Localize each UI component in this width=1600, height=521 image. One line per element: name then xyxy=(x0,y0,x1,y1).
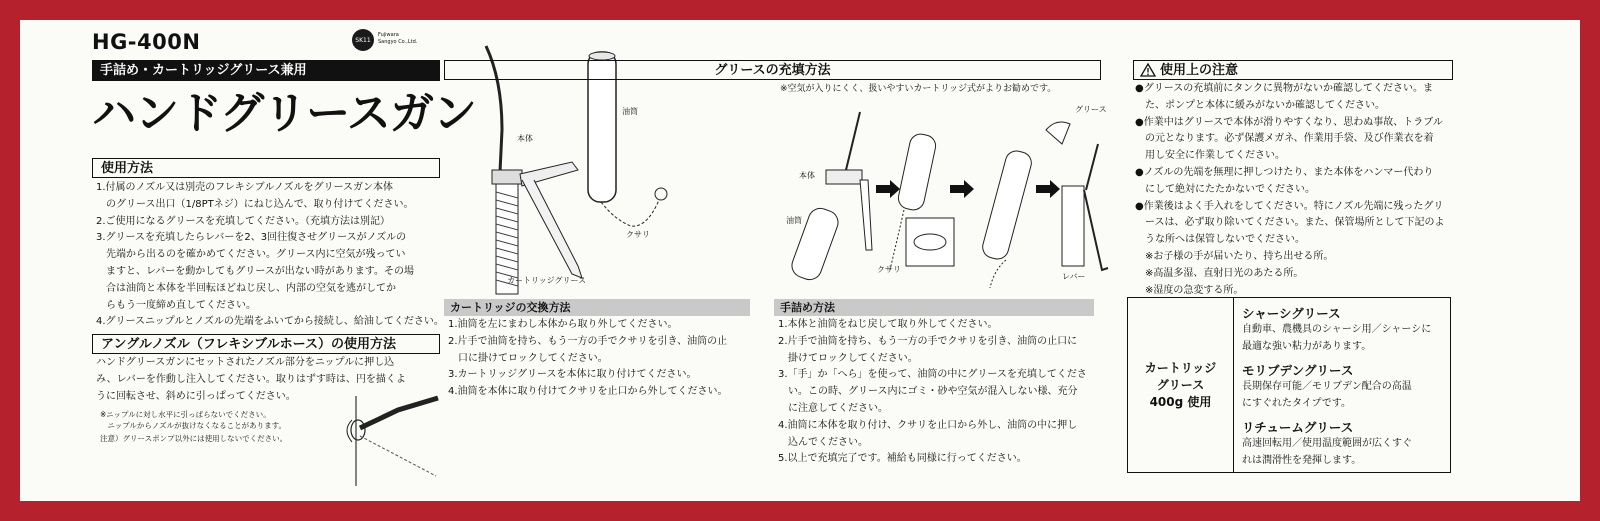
grease-list xyxy=(1242,304,1447,469)
grease-item: シャーシグリース 自動車、農機具のシャーシ用／シャーシに 最適な強い粘力があります。 xyxy=(1242,306,1432,352)
label-tube-1: 油筒 xyxy=(622,107,638,116)
angle-nozzle-text: ハンドグリースガンにセットされたノズル部分をニップルに押し込 み、レバーを作動し注入してください。取りはずす時は、円を描くよ うに回転させ、斜めに引っぱってください。 xyxy=(96,357,406,402)
label-body-1: 本体 xyxy=(517,134,533,143)
hand-fill-text: 1.本体と油筒をねじ戻して取り外してください。 2.片手で油筒を持ち、もう一方の手でクサリを引き、油筒の止口に 掛けてロックしてください。 3.「手」か「へら」を使って、油筒の中にグリースを充填してくださ い。この時、グリース内にゴミ・砂や空気が混入しない様、充分 に注意してください。 4.油筒に本体を取り付け、クサリを止口から外し、油筒の中に押し 込んでください。 5.以上で充填完了です。補給も同様に行ってください。 xyxy=(778,319,1087,465)
product-subtitle: 手詰め・カートリッジグリース兼用 xyxy=(92,60,440,81)
label-tube-2: 油筒 xyxy=(786,216,802,225)
grease-type-table xyxy=(1127,297,1451,473)
cartridge-swap-text: 1.油筒を左にまわし本体から取り外してください。 2.片手で油筒を持ち、もう一方の手でクサリを引き、油筒の止 口に掛けてロックしてください。 3.カートリッジグリースを本体に取り付けてください。 4.油筒を本体に取り付けてクサリを止口から外してください。 xyxy=(448,319,728,398)
usage-heading: 使用方法 xyxy=(92,158,440,178)
filling-note: ※空気が入りにくく、扱いやすいカートリッジ式がよりお勧めです。 xyxy=(780,84,1057,94)
grease-item: リチュームグリース 高速回転用／使用温度範囲が広くすぐ れは潤滑性を発揮します。 xyxy=(1242,420,1412,466)
product-title: ハンドグリースガン xyxy=(92,88,476,139)
hand-fill-heading: 手詰め方法 xyxy=(774,299,1094,316)
filling-heading: グリースの充填方法 xyxy=(444,60,1101,80)
label-cartridge: カートリッジグリース xyxy=(507,276,587,285)
instruction-sheet xyxy=(20,20,1580,501)
usage-text: 1.付属のノズル又は別売のフレキシブルノズルをグリースガン本体 のグリース出口（1/8PTネジ）にねじ込んで、取り付けてください。 2.ご使用になるグリースを充填してください。（充填方法は別記） 3.グリースを充填したらレバーを2、3回往復させグリースがノズルの 先端から出るのを確かめてください。グリース内に空気が残ってい ますと、レバーを動かしてもグリースが出ない時があります。その場 合は油筒と本体を半回転ほどねじ戻し、内部の空気を逃がしてか らもう一度締め直してください。 4.グリースニップルとノズルの先端をふいてから接続し、給油してください。 xyxy=(96,182,444,328)
brand-logo: SK11 xyxy=(352,29,374,51)
grease-item: モリブデングリース 長期保存可能／モリブデン配合の高温 にすぐれたタイプです。 xyxy=(1242,363,1412,409)
maker-name: Fujiwara Sangyo Co.,Ltd. xyxy=(378,32,418,45)
label-body-2: 本体 xyxy=(799,171,815,180)
cautions-text: ●グリースの充填前にタンクに異物がないか確認してください。ま た、ポンプと本体に緩みがないか確認してください。 ●作業中はグリースで本体が滑りやすくなり、思わぬ事故、トラブル の元となります。必ず保護メガネ、作業用手袋、及び作業衣を着 用し安全に作業してください。 ●ノズルの先端を無理に押しつけたり、また本体をハンマー代わり にして絶対にたたかないでください。 ●作業後はよく手入れをしてください。特にノズル先端に残ったグリ ースは、必ず取り除いてください。また、保管場所として下記のよ うな所へは保管しないでください。 ※お子様の手が届いたり、持ち出せる所。 ※高温多湿、直射日光のあたる所。 ※湿度の急変する所。 xyxy=(1135,83,1445,296)
label-chain-1: クサリ xyxy=(626,230,650,239)
angle-nozzle-notes: ※ニップルに対し水平に引っぱらないでください。 ニップルからノズルが抜けなくなることがあります。 注意）グリースポンプ以外には使用しないでください。 xyxy=(100,410,288,443)
angle-nozzle-heading: アングルノズル（フレキシブルホース）の使用方法 xyxy=(92,334,440,354)
label-lever: レバー xyxy=(1062,272,1086,281)
model-number: HG-400N xyxy=(92,30,201,54)
cartridge-size-label: カートリッジ グリース 400g 使用 xyxy=(1128,298,1234,472)
label-grease: グリース xyxy=(1075,105,1107,114)
warning-icon xyxy=(1140,63,1156,77)
cartridge-swap-heading: カートリッジの交換方法 xyxy=(444,299,750,316)
nipple-illustration xyxy=(338,390,448,490)
label-chain-2: クサリ xyxy=(877,265,901,274)
cautions-heading: 使用上の注意 xyxy=(1133,60,1453,80)
